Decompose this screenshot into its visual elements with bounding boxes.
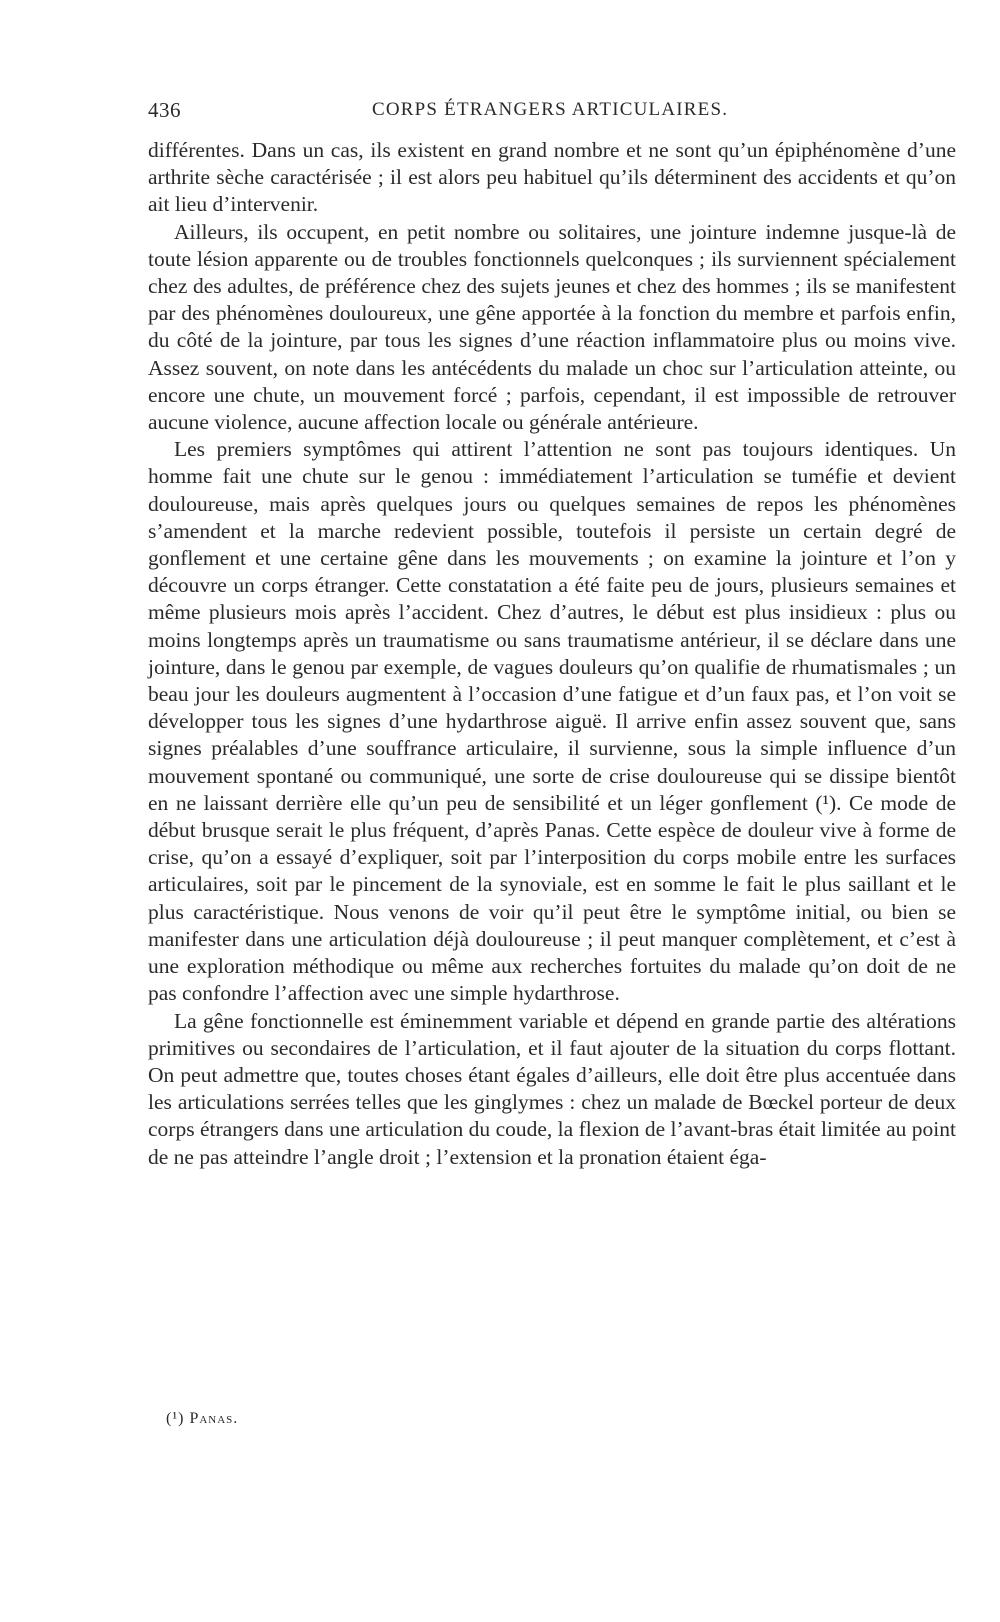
running-title: CORPS ÉTRANGERS ARTICULAIRES.: [372, 99, 729, 120]
footnote: [166, 1410, 238, 1428]
paragraph-2: Ailleurs, ils occupent, en petit nombre ou solitaires, une jointure indemne jusque-là de toute lésion apparente ou de troubles fonctionnels quelconques ; ils surviennent spécialement chez des adultes, de préférence chez des sujets jeunes et chez des hommes ; ils se manifestent par des phénomènes douloureux, une gêne apportée à la fonction du membre et parfois enfin, du côté de la jointure, par tous les signes d’une réaction inflammatoire plus ou moins vive. Assez souvent, on note dans les antécédents du malade un choc sur l’articulation atteinte, ou encore une chute, un mouvement forcé ; parfois, cependant, il est impossible de retrouver aucune violence, aucune affection locale ou générale antérieure.: [148, 219, 956, 435]
page-number: 436: [148, 98, 181, 122]
footnote-marker: (¹): [166, 1410, 185, 1427]
body-text: [148, 137, 956, 1171]
paragraph-1: différentes. Dans un cas, ils existent en grand nombre et ne sont qu’un épiphénomène d’une arthrite sèche caractérisée ; il est alors peu habituel qu’ils déterminent des accidents et qu’on ait lieu d’intervenir.: [148, 138, 956, 217]
running-head: [148, 98, 953, 128]
footnote-text: Panas.: [189, 1410, 239, 1427]
paragraph-3: Les premiers symptômes qui attirent l’attention ne sont pas toujours identiques. Un homme fait une chute sur le genou : immédiatement l’articulation se tuméfie et devient douloureuse, mais après quelques jours ou quelques semaines de repos les phénomènes s’amendent et la marche redevient possible, toutefois il persiste un certain degré de gonflement et une certaine gêne dans les mouvements ; on examine la jointure et l’on y découvre un corps étranger. Cette constatation a été faite peu de jours, plusieurs semaines et même plusieurs mois après l’accident. Chez d’autres, le début est plus insidieux : plus ou moins longtemps après un traumatisme ou sans traumatisme antérieur, il se déclare dans une jointure, dans le genou par exemple, de vagues douleurs qu’on qualifie de rhumatismales ; un beau jour les douleurs augmentent à l’occasion d’une fatigue et d’un faux pas, et l’on voit se développer tous les signes d’une hydarthrose aiguë. Il arrive enfin assez souvent que, sans signes préalables d’une souffrance articulaire, il survienne, sous la simple influence d’un mouvement spontané ou communiqué, une sorte de crise douloureuse qui se dissipe bientôt en ne laissant derrière elle qu’un peu de sensibilité et un léger gonflement (¹). Ce mode de début brusque serait le plus fréquent, d’après Panas. Cette espèce de douleur vive à forme de crise, qu’on a essayé d’expliquer, soit par l’interposition du corps mobile entre les surfaces articulaires, soit par le pincement de la synoviale, est en somme le fait le plus saillant et le plus caractéristique. Nous venons de voir qu’il peut être le symptôme initial, ou bien se manifester dans une articulation déjà douloureuse ; il peut manquer complètement, et c’est à une exploration méthodique ou même aux recherches fortuites du malade qu’on doit de ne pas confondre l’affection avec une simple hydarthrose.: [148, 437, 956, 1006]
paragraph-4: La gêne fonctionnelle est éminemment variable et dépend en grande partie des altérations primitives ou secondaires de l’articulation, et il faut ajouter de la situation du corps flottant. On peut admettre que, toutes choses étant égales d’ailleurs, elle doit être plus accentuée dans les articulations serrées telles que les ginglymes : chez un malade de Bœckel porteur de deux corps étrangers dans une articulation du coude, la flexion de l’avant-bras était limitée au point de ne pas atteindre l’angle droit ; l’extension et la pronation étaient éga-: [148, 1008, 956, 1169]
